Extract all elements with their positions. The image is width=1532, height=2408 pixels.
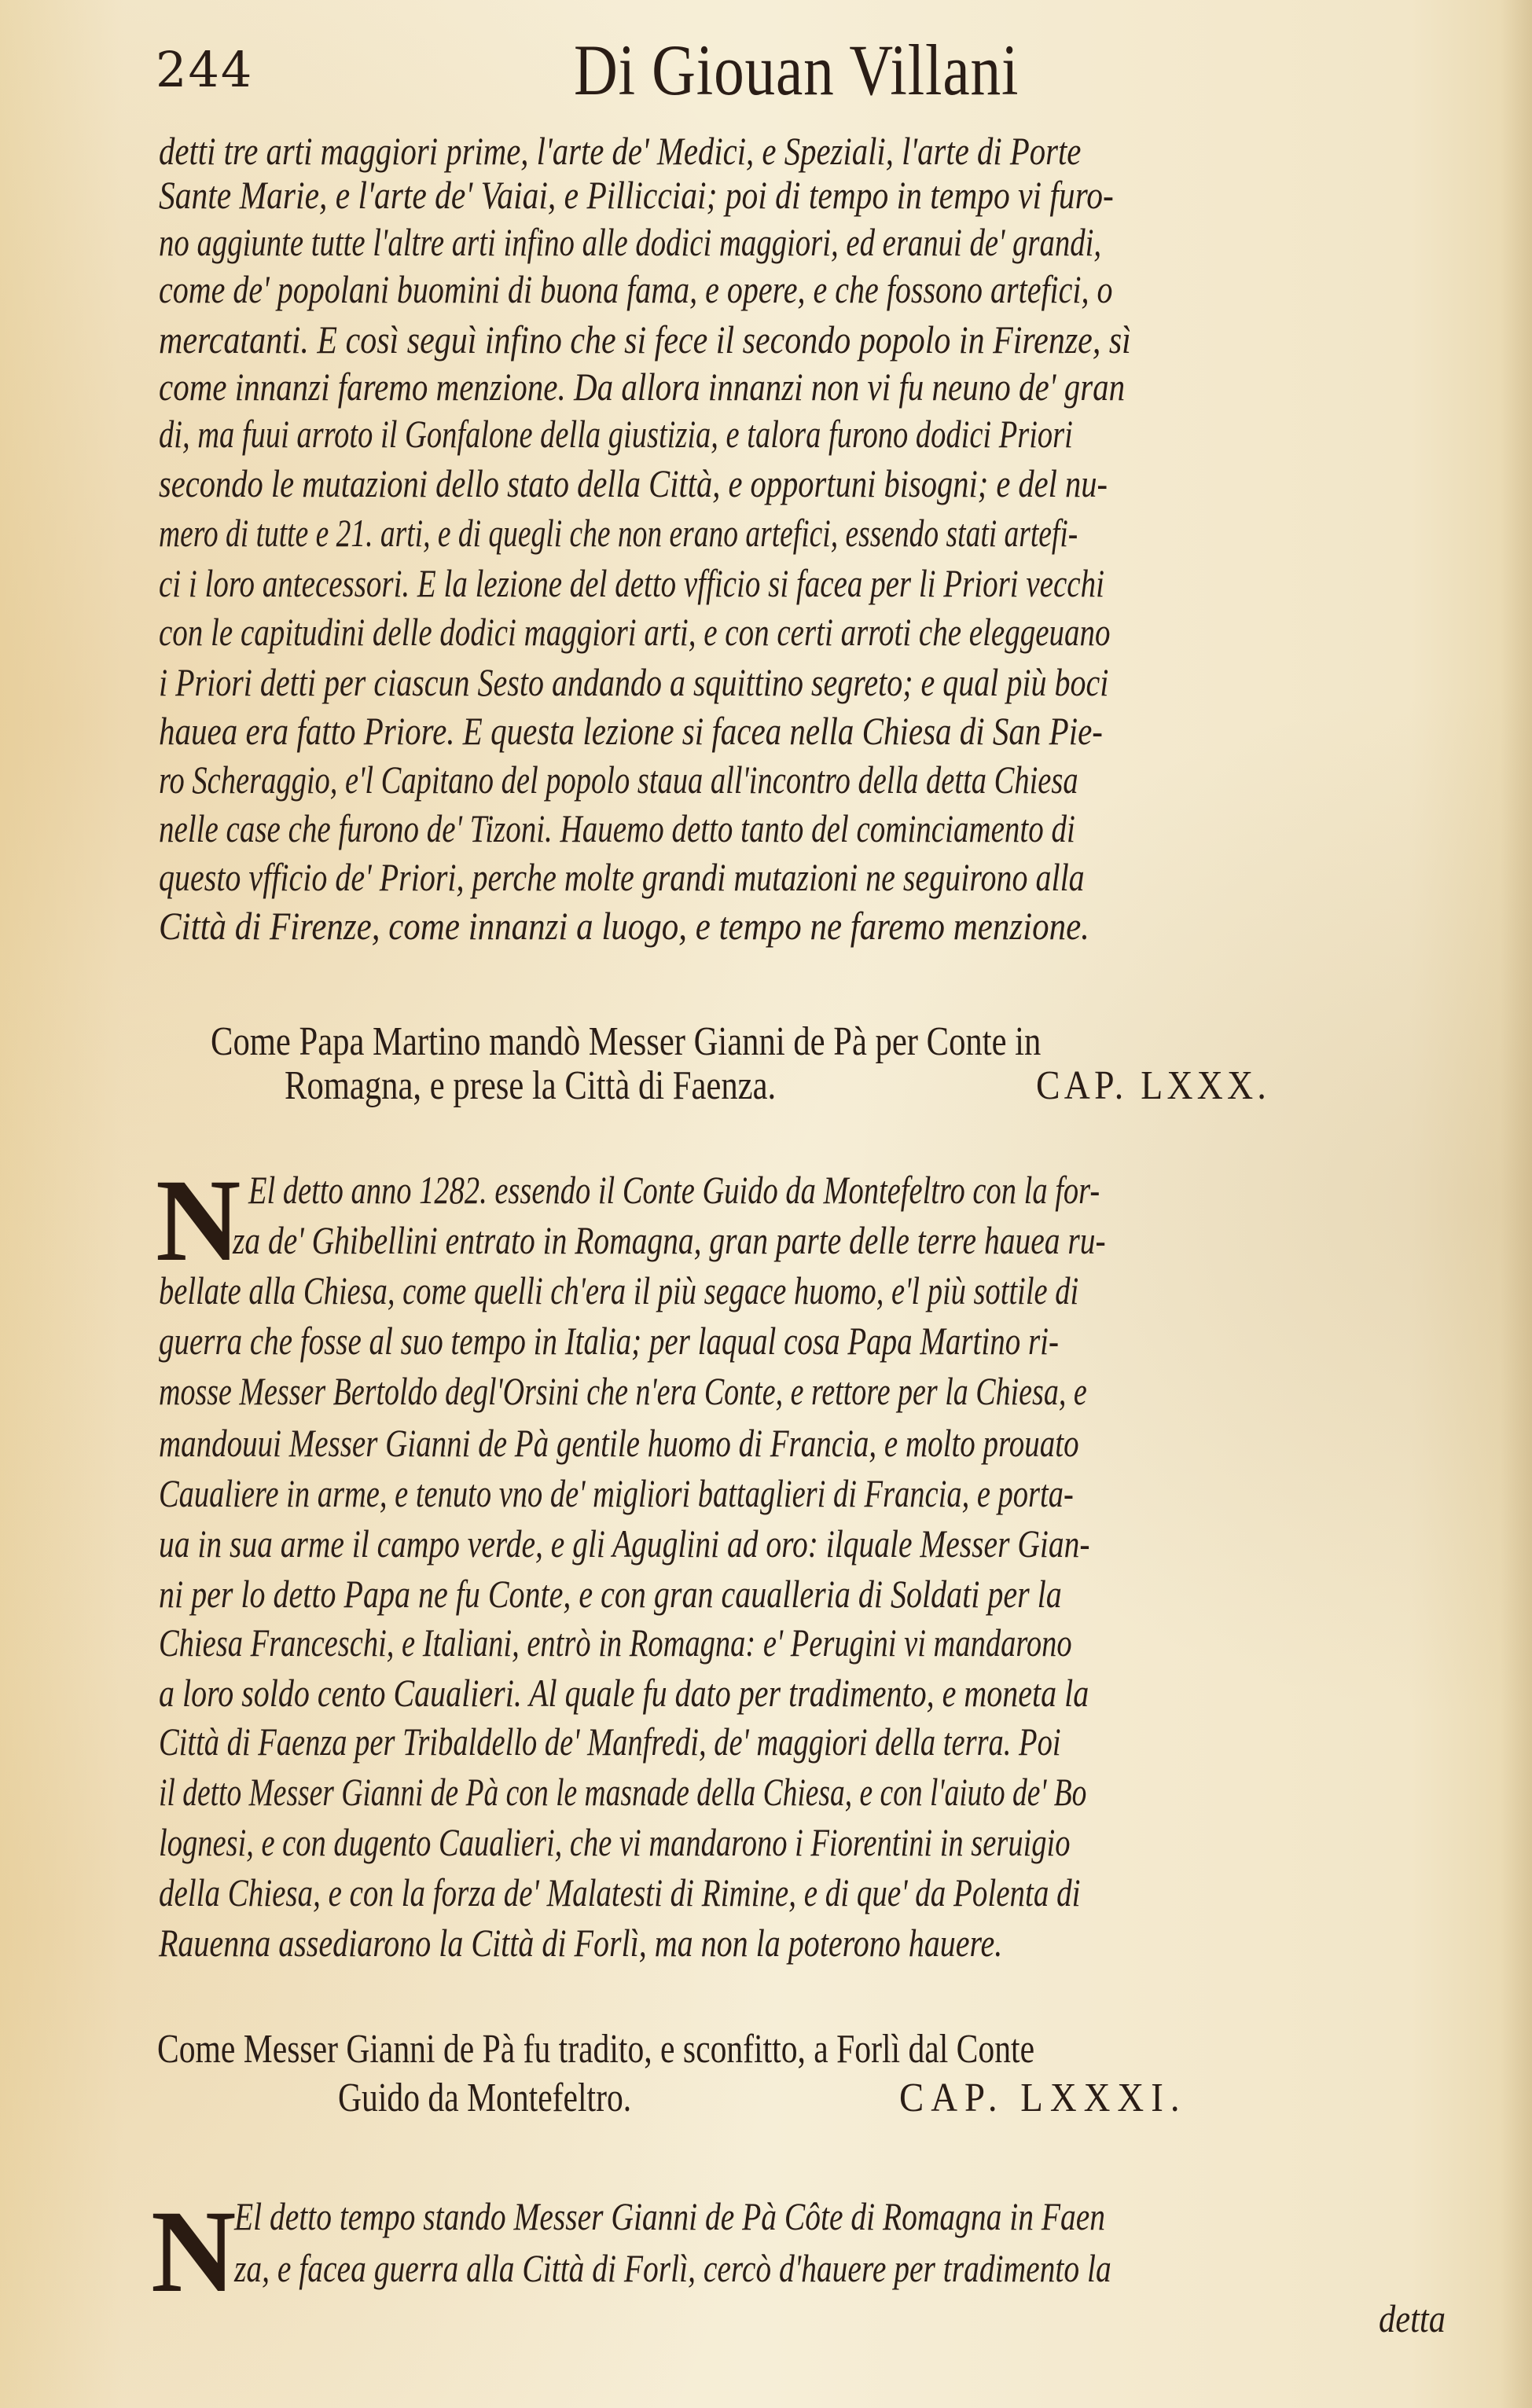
text-line: mercatanti. E così seguì infino che si fece il secondo popolo in Firenze, sì xyxy=(159,318,1131,362)
text-line: El detto tempo stando Messer Gianni de Pà Côte di Romagna in Faen xyxy=(234,2194,1106,2238)
text-line: no aggiunte tutte l'altre arti infino alle dodici maggiori, ed eranui de' grandi, xyxy=(159,220,1102,264)
text-line: i Priori detti per ciascun Sesto andando a squittino segreto; e qual più boci xyxy=(159,660,1109,704)
text-line: Sante Marie, e l'arte de' Vaiai, e Pillicciai; poi di tempo in tempo vi furo- xyxy=(159,173,1114,217)
text-line: za, e facea guerra alla Città di Forlì, cercò d'hauere per tradimento la xyxy=(234,2246,1111,2290)
text-line: nelle case che furono de' Tizoni. Hauemo detto tanto del cominciamento di xyxy=(159,806,1075,850)
text-line: questo vfficio de' Priori, perche molte grandi mutazioni ne seguirono alla xyxy=(159,855,1085,899)
text-line: guerra che fosse al suo tempo in Italia; per laqual cosa Papa Martino ri- xyxy=(159,1319,1059,1363)
text-line: El detto anno 1282. essendo il Conte Guido da Montefeltro con la for- xyxy=(248,1168,1100,1212)
text-line: ro Scheraggio, e'l Capitano del popolo staua all'incontro della detta Chiesa xyxy=(159,758,1078,802)
text-line: il detto Messer Gianni de Pà con le masnade della Chiesa, e con l'aiuto de' Bo xyxy=(159,1770,1087,1814)
catchword: detta xyxy=(1379,2296,1446,2340)
text-line: con le capitudini delle dodici maggiori arti, e con certi arroti che eleggeuano xyxy=(159,610,1111,654)
text-line: mero di tutte e 21. arti, e di quegli che non erano artefici, essendo stati artefi- xyxy=(159,511,1078,555)
chapter-heading-line: Come Papa Martino mandò Messer Gianni de Pà per Conte in xyxy=(211,1019,1042,1064)
text-line: della Chiesa, e con la forza de' Malatesti di Rimine, e di que' da Polenta di xyxy=(159,1870,1081,1914)
page-header xyxy=(0,24,1532,110)
text-line: ni per lo detto Papa ne fu Conte, e con gran caualleria di Soldati per la xyxy=(159,1572,1062,1616)
text-line: secondo le mutazioni dello stato della Città, e opportuni bisogni; e del nu- xyxy=(159,461,1108,505)
text-line: a loro soldo cento Caualieri. Al quale fu dato per tradimento, e moneta la xyxy=(159,1671,1089,1715)
chapter-heading-line: Romagna, e prese la Città di Faenza. xyxy=(285,1063,777,1108)
text-line: Città di Faenza per Tribaldello de' Manfredi, de' maggiori della terra. Poi xyxy=(159,1720,1061,1764)
text-line: Città di Firenze, come innanzi a luogo, e tempo ne faremo menzione. xyxy=(159,904,1089,948)
chapter-heading-line: Guido da Montefeltro. xyxy=(338,2076,632,2120)
text-line: ua in sua arme il campo verde, e gli Aguglini ad oro: ilquale Messer Gian- xyxy=(159,1522,1090,1566)
text-line: za de' Ghibellini entrato in Romagna, gran parte delle terre hauea ru- xyxy=(233,1218,1106,1262)
running-title: Di Giouan Villani xyxy=(574,30,1019,110)
text-line: lognesi, e con dugento Caualieri, che vi mandarono i Fiorentini in seruigio xyxy=(159,1820,1071,1864)
page-number: 244 xyxy=(156,41,254,98)
chapter-number: CAP. LXXX. xyxy=(1036,1063,1271,1108)
text-line: detti tre arti maggiori prime, l'arte de' Medici, e Speziali, l'arte di Porte xyxy=(159,129,1082,173)
text-line: hauea era fatto Priore. E questa lezione si facea nella Chiesa di San Pie- xyxy=(159,709,1103,753)
page-gutter-shadow xyxy=(1501,0,1532,2408)
text-line: Caualiere in arme, e tenuto vno de' migliori battaglieri di Francia, e porta- xyxy=(159,1471,1074,1515)
text-line: mosse Messer Bertoldo degl'Orsini che n'era Conte, e rettore per la Chiesa, e xyxy=(159,1369,1087,1413)
drop-cap: N xyxy=(156,1155,241,1286)
text-line: di, ma fuui arroto il Gonfalone della giustizia, e talora furono dodici Priori xyxy=(159,412,1073,456)
text-line: come innanzi faremo menzione. Da allora innanzi non vi fu neuno de' gran xyxy=(159,365,1126,409)
text-line: mandouui Messer Gianni de Pà gentile huomo di Francia, e molto prouato xyxy=(159,1421,1079,1465)
chapter-heading-line: Come Messer Gianni de Pà fu tradito, e sconfitto, a Forlì dal Conte xyxy=(157,2027,1035,2072)
text-line: come de' popolani buomini di buona fama, e opere, e che fossono artefici, o xyxy=(159,267,1113,311)
text-line: Rauenna assediarono la Città di Forlì, ma non la poterono hauere. xyxy=(159,1921,1003,1965)
drop-cap: N xyxy=(151,2186,237,2317)
text-line: Chiesa Franceschi, e Italiani, entrò in Romagna: e' Perugini vi mandarono xyxy=(159,1621,1072,1665)
text-line: bellate alla Chiesa, come quelli ch'era il più segace huomo, e'l più sottile di xyxy=(159,1268,1079,1312)
chapter-number: CAP. LXXXI. xyxy=(899,2076,1187,2120)
text-line: ci i loro antecessori. E la lezione del detto vfficio si facea per li Priori vecchi xyxy=(159,561,1104,605)
